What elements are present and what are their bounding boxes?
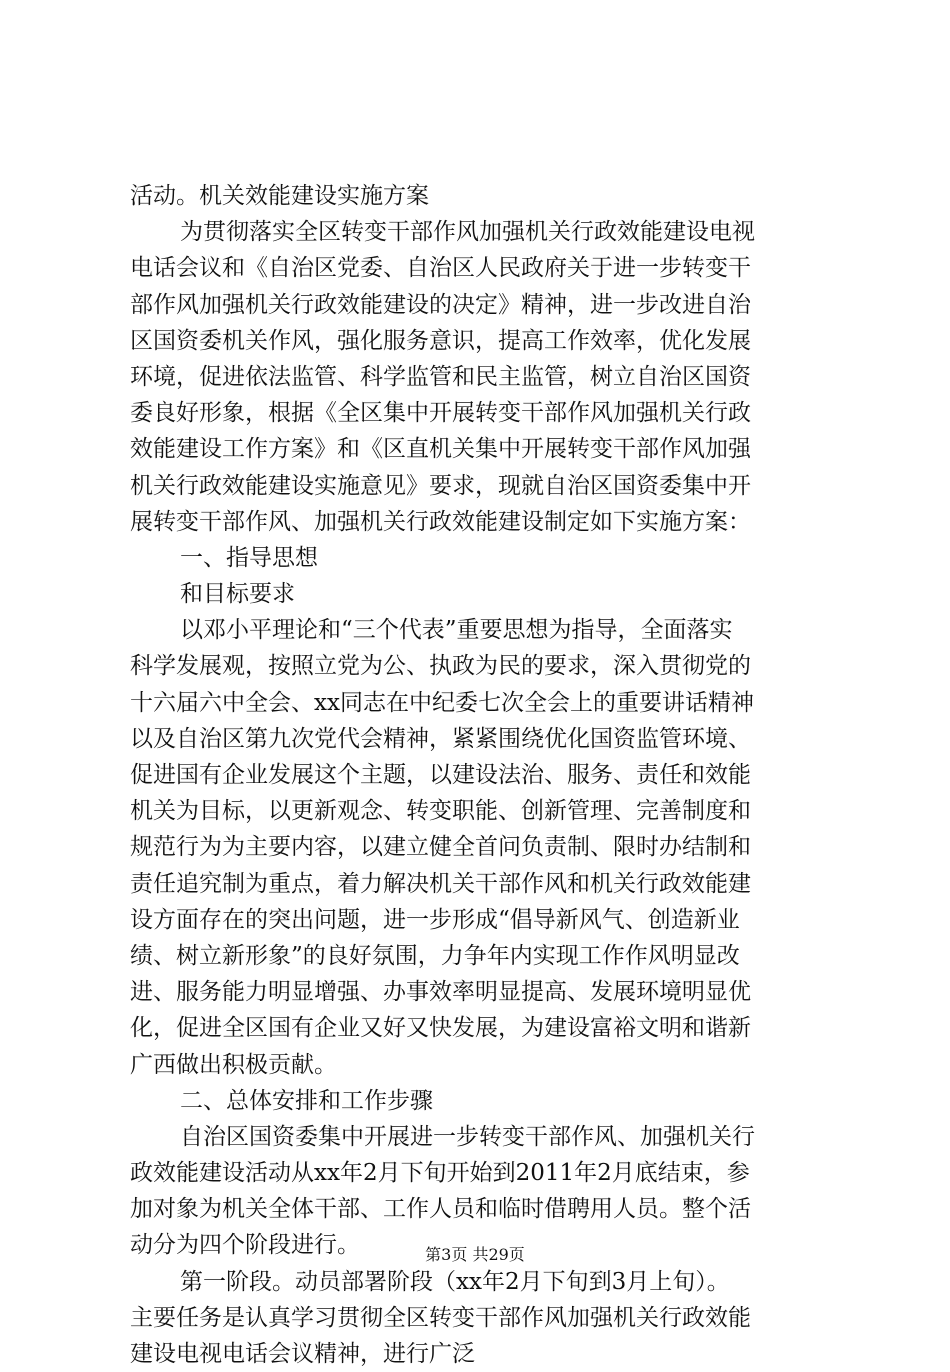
text-line: 效能建设工作方案》和《区直机关集中开展转变干部作风加强 bbox=[130, 436, 751, 463]
page-footer: 第3页 共29页 bbox=[425, 1245, 525, 1264]
text-line: 进、服务能力明显增强、办事效率明显提高、发展环境明显优 bbox=[130, 979, 751, 1006]
text-line: 设方面存在的突出问题，进一步形成“倡导新风气、创造新业 bbox=[130, 906, 740, 933]
text-line: 部作风加强机关行政效能建设的决定》精神，进一步改进自治 bbox=[130, 291, 751, 318]
text-line: 主要任务是认真学习贯彻全区转变干部作风加强机关行政效能 bbox=[130, 1304, 751, 1331]
text-line: 建设电视电话会议精神，进行广泛 bbox=[130, 1341, 475, 1367]
text-line: 绩、树立新形象”的良好氛围，力争年内实现工作作风明显改 bbox=[130, 942, 740, 969]
text-line: 化，促进全区国有企业又好又快发展，为建设富裕文明和谐新 bbox=[130, 1015, 751, 1042]
text-line: 以及自治区第九次党代会精神，紧紧围绕优化国资监管环境、 bbox=[130, 725, 751, 752]
text-line: 机关为目标，以更新观念、转变职能、创新管理、完善制度和 bbox=[130, 798, 751, 825]
text-line: 十六届六中全会、xx同志在中纪委七次全会上的重要讲话精神 bbox=[130, 689, 754, 716]
text-line: 加对象为机关全体干部、工作人员和临时借聘用人员。整个活 bbox=[130, 1196, 751, 1223]
text-line: 科学发展观，按照立党为公、执政为民的要求，深入贯彻党的 bbox=[130, 653, 751, 680]
text-line: 政效能建设活动从xx年2月下旬开始到2011年2月底结束，参 bbox=[130, 1160, 750, 1187]
text-line: 展转变干部作风、加强机关行政效能建设制定如下实施方案： bbox=[130, 508, 751, 535]
text-line: 促进国有企业发展这个主题，以建设法治、服务、责任和效能 bbox=[130, 762, 751, 788]
document-body bbox=[130, 178, 830, 1372]
text-line: 规范行为为主要内容，以建立健全首问负责制、限时办结制和 bbox=[130, 834, 751, 861]
text-line: 责任追究制为重点，着力解决机关干部作风和机关行政效能建 bbox=[130, 870, 751, 897]
text-line: 自治区国资委集中开展进一步转变干部作风、加强机关行 bbox=[180, 1123, 755, 1150]
text-line: 一、指导思想 bbox=[180, 544, 318, 571]
text-line: 广西做出积极贡献。 bbox=[130, 1051, 337, 1078]
text-line: 委良好形象，根据《全区集中开展转变干部作风加强机关行政 bbox=[130, 400, 751, 427]
text-line: 环境，促进依法监管、科学监管和民主监管，树立自治区国资 bbox=[130, 363, 751, 390]
text-line: 二、总体安排和工作步骤 bbox=[180, 1087, 433, 1114]
text-line: 电话会议和《自治区党委、自治区人民政府关于进一步转变干 bbox=[130, 255, 751, 282]
text-line: 以邓小平理论和“三个代表”重要思想为指导，全面落实 bbox=[180, 617, 733, 644]
text-line: 机关行政效能建设实施意见》要求，现就自治区国资委集中开 bbox=[130, 472, 751, 499]
text-line: 和目标要求 bbox=[180, 581, 295, 608]
text-line: 活动。机关效能建设实施方案 bbox=[130, 183, 429, 209]
text-line: 区国资委机关作风，强化服务意识，提高工作效率，优化发展 bbox=[130, 327, 751, 354]
text-line: 第一阶段。动员部署阶段（xx年2月下旬到3月上旬）。 bbox=[180, 1268, 730, 1295]
text-line: 动分为四个阶段进行。 bbox=[130, 1232, 360, 1259]
text-line: 为贯彻落实全区转变干部作风加强机关行政效能建设电视 bbox=[180, 219, 755, 246]
